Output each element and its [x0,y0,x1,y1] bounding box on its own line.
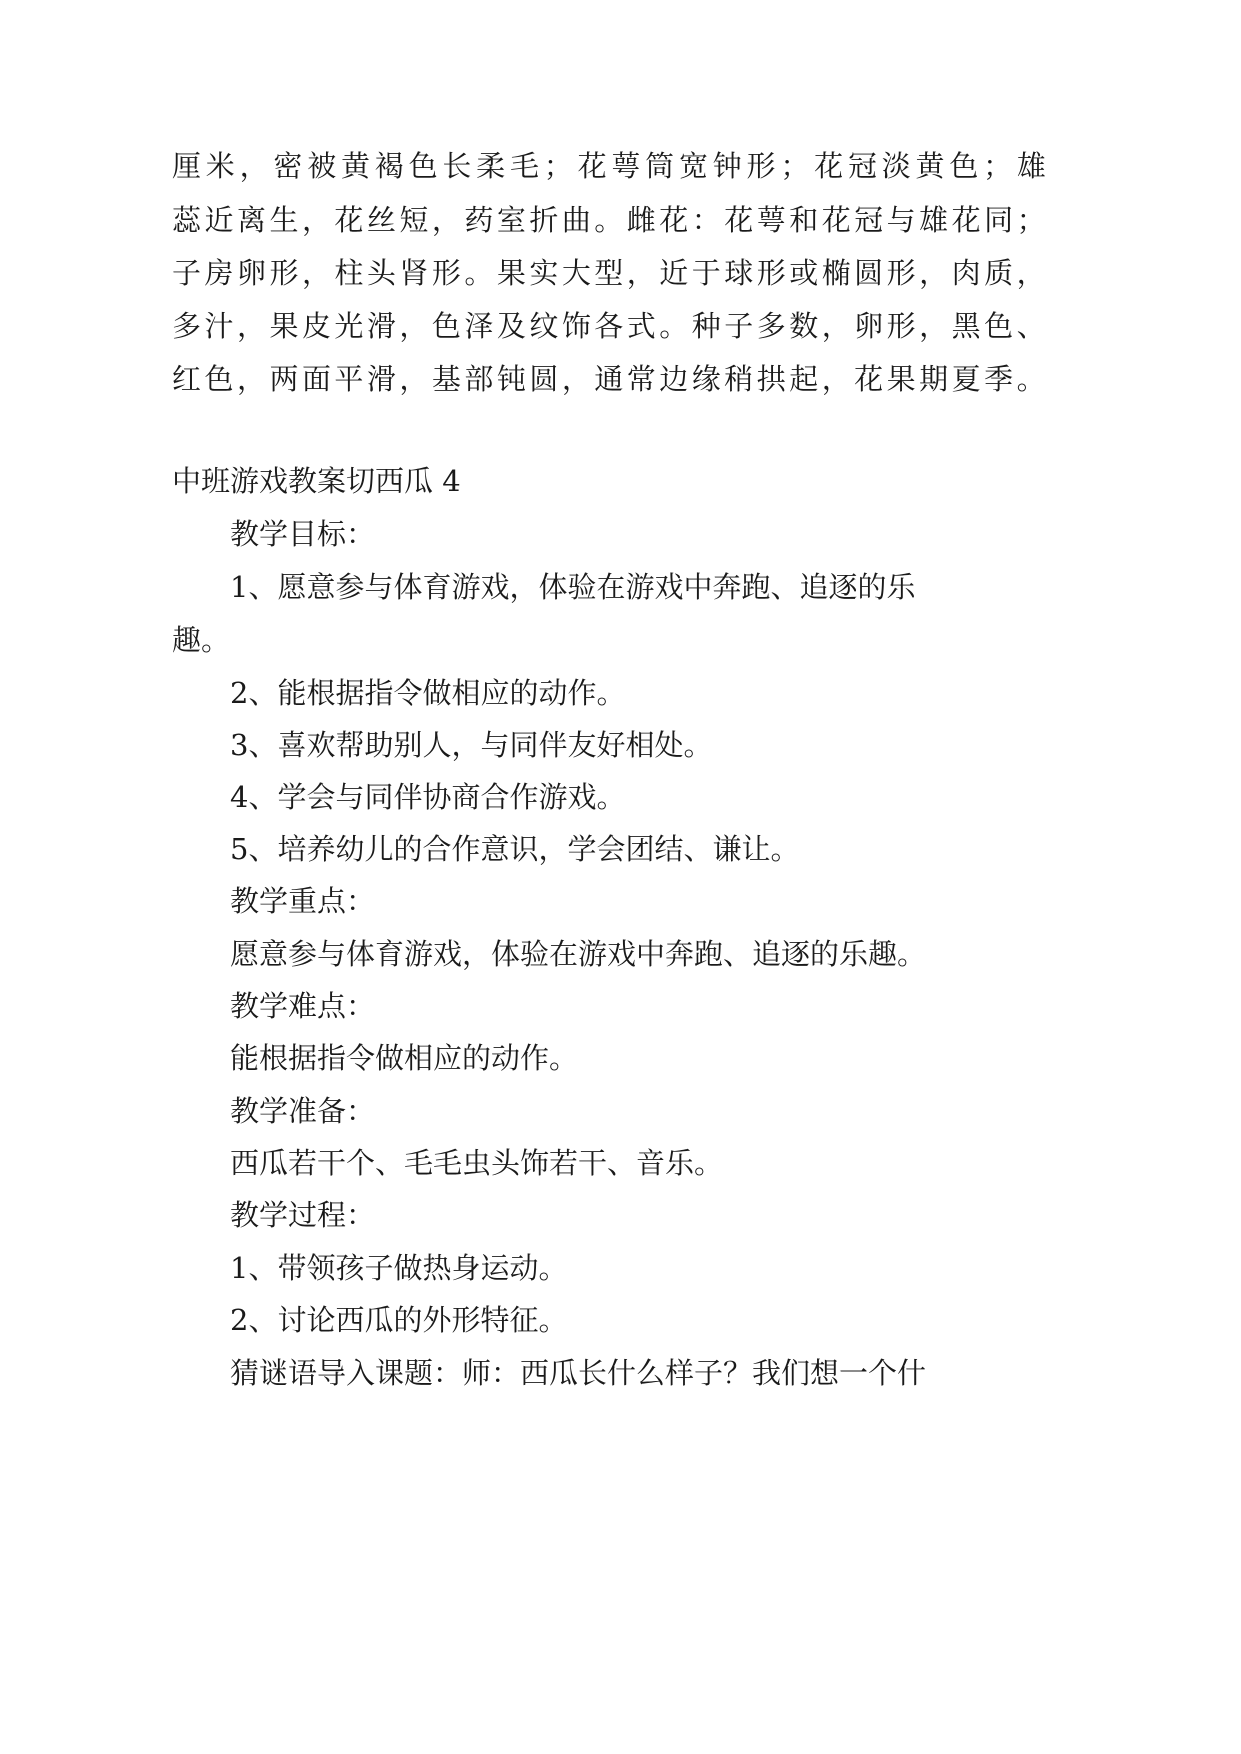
char: 各 [594,309,624,343]
char: ， [236,362,266,396]
char: 离 [236,203,266,237]
char: 与 [886,203,916,237]
char: ； [1016,203,1046,237]
char: ， [399,309,429,343]
objective-3: 3、喜欢帮助别人，与同伴友好相处。 [230,728,713,762]
char: ， [919,309,949,343]
char: 起 [789,362,819,396]
char: 花 [854,362,884,396]
char: ， [239,149,269,183]
char: 柱 [334,256,364,290]
char: 稍 [724,362,754,396]
char: 黄 [915,149,945,183]
char: ， [821,309,851,343]
char: ， [821,362,851,396]
char: 和 [789,203,819,237]
char: 米 [205,149,235,183]
char: 多 [756,309,786,343]
char: 花 [577,149,607,183]
char: 圆 [529,362,559,396]
char: 红 [172,362,202,396]
char: 房 [204,256,234,290]
char: 边 [659,362,689,396]
char: 钝 [496,362,526,396]
char: 光 [334,309,364,343]
char: 萼 [611,149,641,183]
difficulty-text: 能根据指令做相应的动作。 [230,1041,579,1075]
char: 、 [1016,309,1046,343]
char: 黄 [340,149,370,183]
intro-line-3 [172,253,1046,293]
char: 形 [756,256,786,290]
char: 种 [691,309,721,343]
char: 曲 [561,203,591,237]
char: 子 [172,256,202,290]
intro-line-2 [172,200,1046,240]
char: 冠 [854,203,884,237]
char: 夏 [951,362,981,396]
char: 丝 [366,203,396,237]
char: ， [431,203,461,237]
char: 厘 [172,149,202,183]
char: 色 [408,149,438,183]
char: 花 [951,203,981,237]
preparation-heading: 教学准备： [230,1094,376,1128]
char: 毛 [509,149,539,183]
char: ； [543,149,573,183]
char: ， [236,309,266,343]
char: ： [691,203,721,237]
char: 果 [496,256,526,290]
char: ； [983,149,1013,183]
char: 纹 [529,309,559,343]
char: 形 [431,256,461,290]
char: 滑 [366,362,396,396]
char: 质 [984,256,1014,290]
difficulty-heading: 教学难点： [230,989,376,1023]
char: 褐 [374,149,404,183]
char: 黑 [951,309,981,343]
char: 萼 [756,203,786,237]
char: 多 [172,309,202,343]
char: 圆 [854,256,884,290]
char: 果 [886,362,916,396]
char: ， [301,256,331,290]
char: 色 [204,362,234,396]
char: 花 [821,203,851,237]
objective-5: 5、培养幼儿的合作意识，学会团结、谦让。 [230,832,800,866]
char: 花 [814,149,844,183]
char: 形 [886,256,916,290]
char: 宽 [678,149,708,183]
objective-2: 2、能根据指令做相应的动作。 [230,676,626,710]
char: 。 [594,203,624,237]
char: 于 [691,256,721,290]
char: 式 [626,309,656,343]
char: 缘 [691,362,721,396]
char: 两 [269,362,299,396]
char: 部 [464,362,494,396]
char: 同 [984,203,1014,237]
char: 形 [746,149,776,183]
char: ， [561,362,591,396]
char: 雄 [1016,149,1046,183]
process-step-1: 1、带领孩子做热身运动。 [230,1251,568,1285]
char: 形 [886,309,916,343]
char: 。 [1016,362,1046,396]
char: 面 [301,362,331,396]
char: 皮 [301,309,331,343]
char: 药 [464,203,494,237]
char: 饰 [561,309,591,343]
char: 雌 [626,203,656,237]
char: 室 [496,203,526,237]
char: 果 [269,309,299,343]
char: 。 [659,309,689,343]
char: 钟 [712,149,742,183]
preparation-text: 西瓜若干个、毛毛虫头饰若干、音乐。 [230,1146,724,1180]
char: 雄 [919,203,949,237]
objective-1-line-2: 趣。 [172,623,231,657]
char: 大 [561,256,591,290]
char: 。 [464,256,494,290]
char: 通 [594,362,624,396]
char: 或 [789,256,819,290]
process-riddle-line: 猜谜语导入课题：师：西瓜长什么样子？我们想一个什 [230,1356,927,1390]
char: 及 [496,309,526,343]
char: 蕊 [172,203,202,237]
char: 型 [594,256,624,290]
char: 常 [626,362,656,396]
intro-line-4 [172,306,1046,346]
char: 卵 [236,256,266,290]
char: 色 [949,149,979,183]
char: 子 [724,309,754,343]
char: 色 [984,309,1014,343]
char: 形 [269,256,299,290]
char: ， [626,256,656,290]
char: 滑 [366,309,396,343]
char: 花 [659,203,689,237]
intro-line-1 [172,146,1046,186]
objective-1-line-1: 1、愿意参与体育游戏，体验在游戏中奔跑、追逐的乐 [230,570,916,604]
char: 色 [431,309,461,343]
char: 筒 [645,149,675,183]
char: ， [301,203,331,237]
process-step-2: 2、讨论西瓜的外形特征。 [230,1303,568,1337]
char: ； [780,149,810,183]
char: 季 [984,362,1014,396]
char: 基 [431,362,461,396]
char: 折 [529,203,559,237]
key-points-text: 愿意参与体育游戏，体验在游戏中奔跑、追逐的乐趣。 [230,937,927,971]
process-heading: 教学过程： [230,1198,376,1232]
objectives-heading: 教学目标： [230,517,376,551]
char: 泽 [464,309,494,343]
char: ， [919,256,949,290]
intro-line-5 [172,359,1046,399]
objective-4: 4、学会与同伴协商合作游戏。 [230,780,626,814]
char: 近 [659,256,689,290]
char: 短 [399,203,429,237]
char: 淡 [881,149,911,183]
char: ， [1016,256,1046,290]
char: ， [399,362,429,396]
char: 冠 [847,149,877,183]
char: 实 [529,256,559,290]
char: 生 [269,203,299,237]
char: 椭 [821,256,851,290]
char: 平 [334,362,364,396]
char: 肉 [951,256,981,290]
char: 头 [366,256,396,290]
char: 柔 [476,149,506,183]
char: 汁 [204,309,234,343]
char: 卵 [854,309,884,343]
char: 花 [334,203,364,237]
char: 期 [919,362,949,396]
char: 数 [789,309,819,343]
char: 花 [724,203,754,237]
char: 被 [307,149,337,183]
section-title: 中班游戏教案切西瓜 4 [172,464,461,498]
char: 密 [273,149,303,183]
key-points-heading: 教学重点： [230,884,376,918]
char: 肾 [399,256,429,290]
char: 球 [724,256,754,290]
char: 长 [442,149,472,183]
char: 近 [204,203,234,237]
char: 拱 [756,362,786,396]
